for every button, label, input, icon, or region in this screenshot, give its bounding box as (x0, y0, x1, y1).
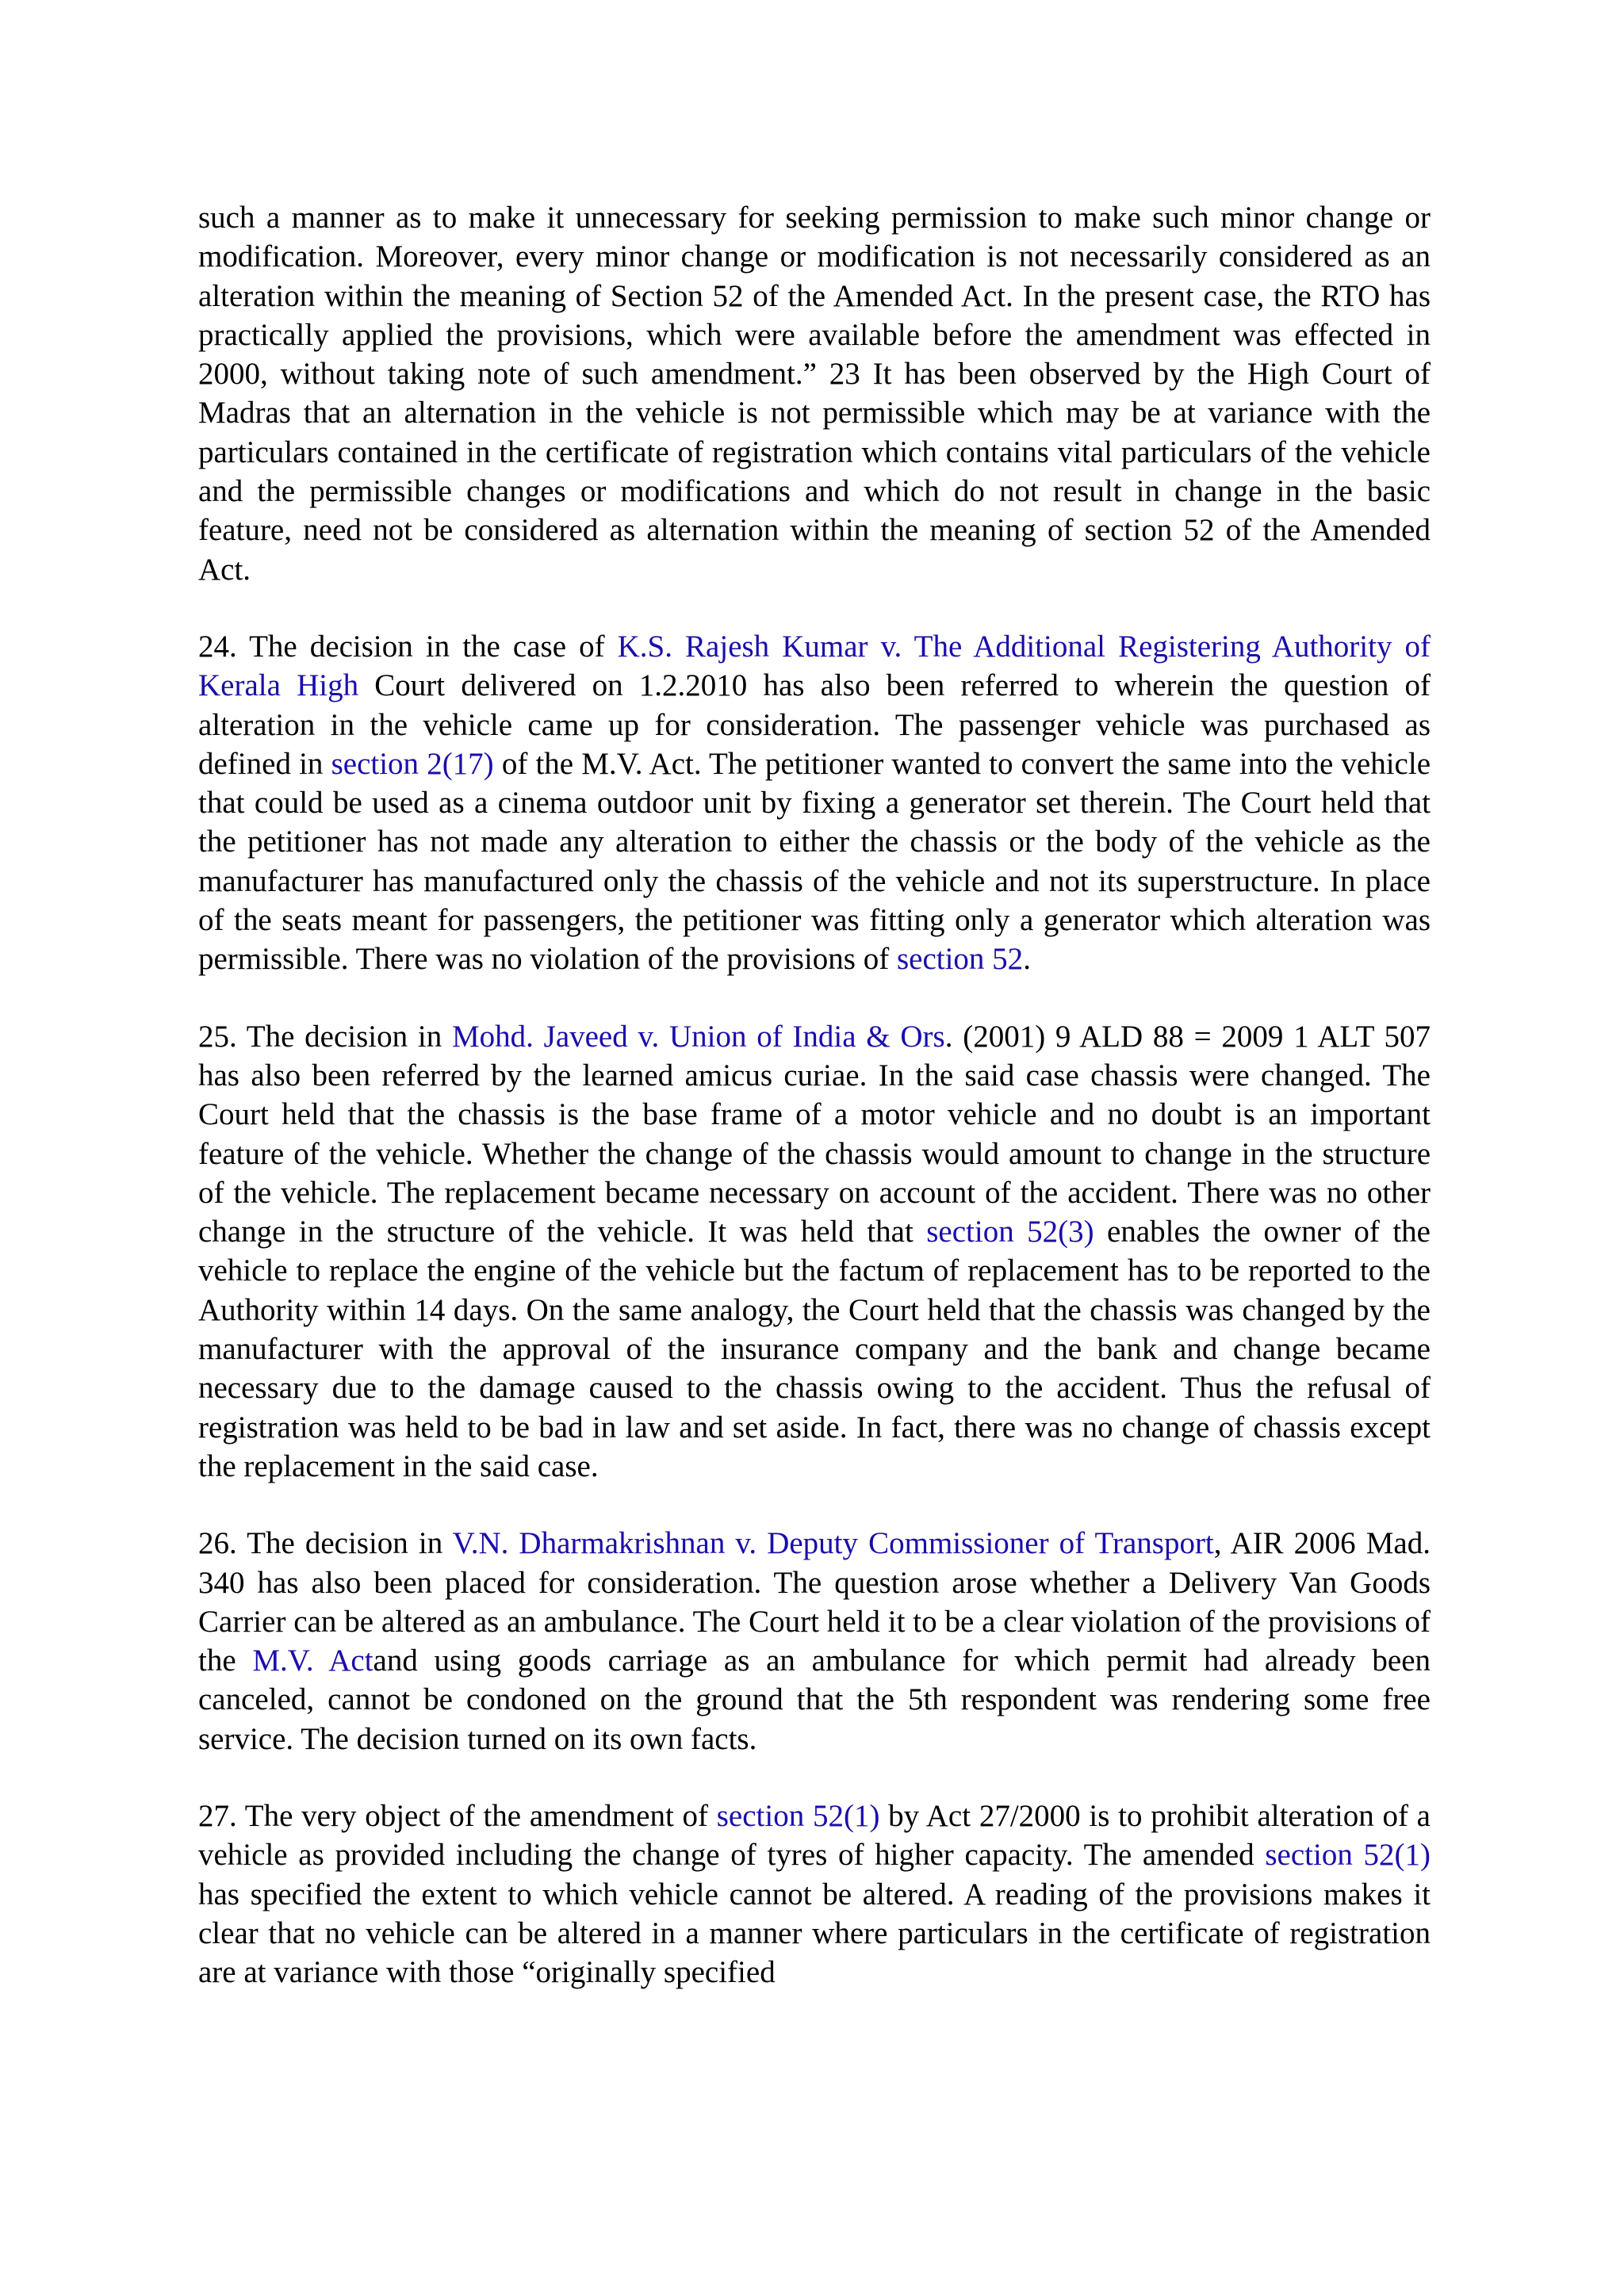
paragraph-text: has specified the extent to which vehicle cannot be altered. A reading of the provisions makes it clear that no vehicle can be altered in a manner where particulars in the certificate of registration are at variance with those “originally specified (198, 1877, 1431, 1990)
link-section-2-17[interactable]: section 2(17) (331, 746, 494, 781)
paragraph-26 (198, 1524, 1431, 1758)
paragraph-text: . (1023, 942, 1031, 977)
paragraph-text: and using goods carriage as an ambulance for which permit had already been canceled, cannot be condoned on the ground that the 5th respondent was rendering some free service. The decision turned on its own facts. (198, 1644, 1431, 1756)
link-mv-act[interactable]: M.V. Act (252, 1644, 373, 1678)
link-mohd-javeed-case[interactable]: Mohd. Javeed v. Union of India & Ors (451, 1019, 945, 1054)
paragraph-23-continued (198, 198, 1431, 589)
paragraph-24 (198, 627, 1431, 979)
document-page (198, 198, 1431, 2030)
paragraph-text: 26. The decision in (198, 1526, 453, 1561)
link-section-52-1-amended[interactable]: section 52(1) (1265, 1838, 1431, 1873)
paragraph-text: by Act 27/2000 is to prohibit alteration of a vehicle as provided including the change of tyres of higher capacity. The amended (198, 1798, 1431, 1873)
link-section-52-1[interactable]: section 52(1) (716, 1798, 880, 1833)
paragraph-text: 25. The decision in (198, 1019, 452, 1054)
link-section-52-3[interactable]: section 52(3) (926, 1215, 1094, 1249)
paragraph-text: . (2001) 9 ALD 88 = 2009 1 ALT 507 has also been referred by the learned amicus curiae. In the said case chassis were changed. The Court held that the chassis is the base frame of a motor vehicle and no doubt is an important feature of the vehicle. Whether the change of the chassis would amount to change in the structure of the vehicle. The replacement became necessary on account of the accident. There was no other change in the structure of the vehicle. It was held that (198, 1019, 1431, 1249)
paragraph-text: of the M.V. Act. The petitioner wanted to convert the same into the vehicle that could be used as a cinema outdoor unit by fixing a generator set therein. The Court held that the petitioner has not made any alteration to either the chassis or the body of the vehicle as the manufacturer has manufactured only the chassis of the vehicle and not its superstructure. In place of the seats meant for passengers, the petitioner was fitting only a generator which alteration was permissible. There was no violation of the provisions of (198, 746, 1431, 977)
paragraph-27 (198, 1797, 1431, 1992)
paragraph-text: such a manner as to make it unnecessary for seeking permission to make such minor change or modification. Moreover, every minor change or modification is not necessarily considered as an alteration within the meaning of Section 52 of the Amended Act. In the present case, the RTO has practically applied the provisions, which were available before the amendment was effected in 2000, without taking note of such amendment.” 23 It has been observed by the High Court of Madras that an alternation in the vehicle is not permissible which may be at variance with the particulars contained in the certificate of registration which contains vital particulars of the vehicle and the permissible changes or modifications and which do not result in change in the basic feature, need not be considered as alternation within the meaning of section 52 of the Amended Act. (198, 201, 1431, 587)
link-rajesh-kumar-case[interactable]: K.S. Rajesh Kumar v. The Additional Registering Authority of Kerala High (198, 629, 1431, 703)
link-section-52[interactable]: section 52 (896, 942, 1024, 977)
paragraph-text: enables the owner of the vehicle to replace the engine of the vehicle but the factum of replacement has to be reported to the Authority within 14 days. On the same analogy, the Court held that the chassis was changed by the manufacturer with the approval of the insurance company and the bank and change became necessary due to the damage caused to the chassis owing to the accident. Thus the refusal of registration was held to be bad in law and set aside. In fact, there was no change of chassis except the replacement in the said case. (198, 1215, 1431, 1483)
paragraph-text: 27. The very object of the amendment of (198, 1798, 717, 1833)
paragraph-text: 24. The decision in the case of (198, 629, 618, 664)
paragraph-text: Court delivered on 1.2.2010 has also been referred to wherein the question of alteration in the vehicle came up for consideration. The passenger vehicle was purchased as defined in (198, 668, 1431, 781)
paragraph-25 (198, 1017, 1431, 1487)
paragraph-text: , AIR 2006 Mad. 340 has also been placed for consideration. The question arose whether a Delivery Van Goods Carrier can be altered as an ambulance. The Court held it to be a clear violation of the provisions of the (198, 1526, 1431, 1678)
link-dharmakrishnan-case[interactable]: V.N. Dharmakrishnan v. Deputy Commissioner of Transport (452, 1526, 1214, 1561)
